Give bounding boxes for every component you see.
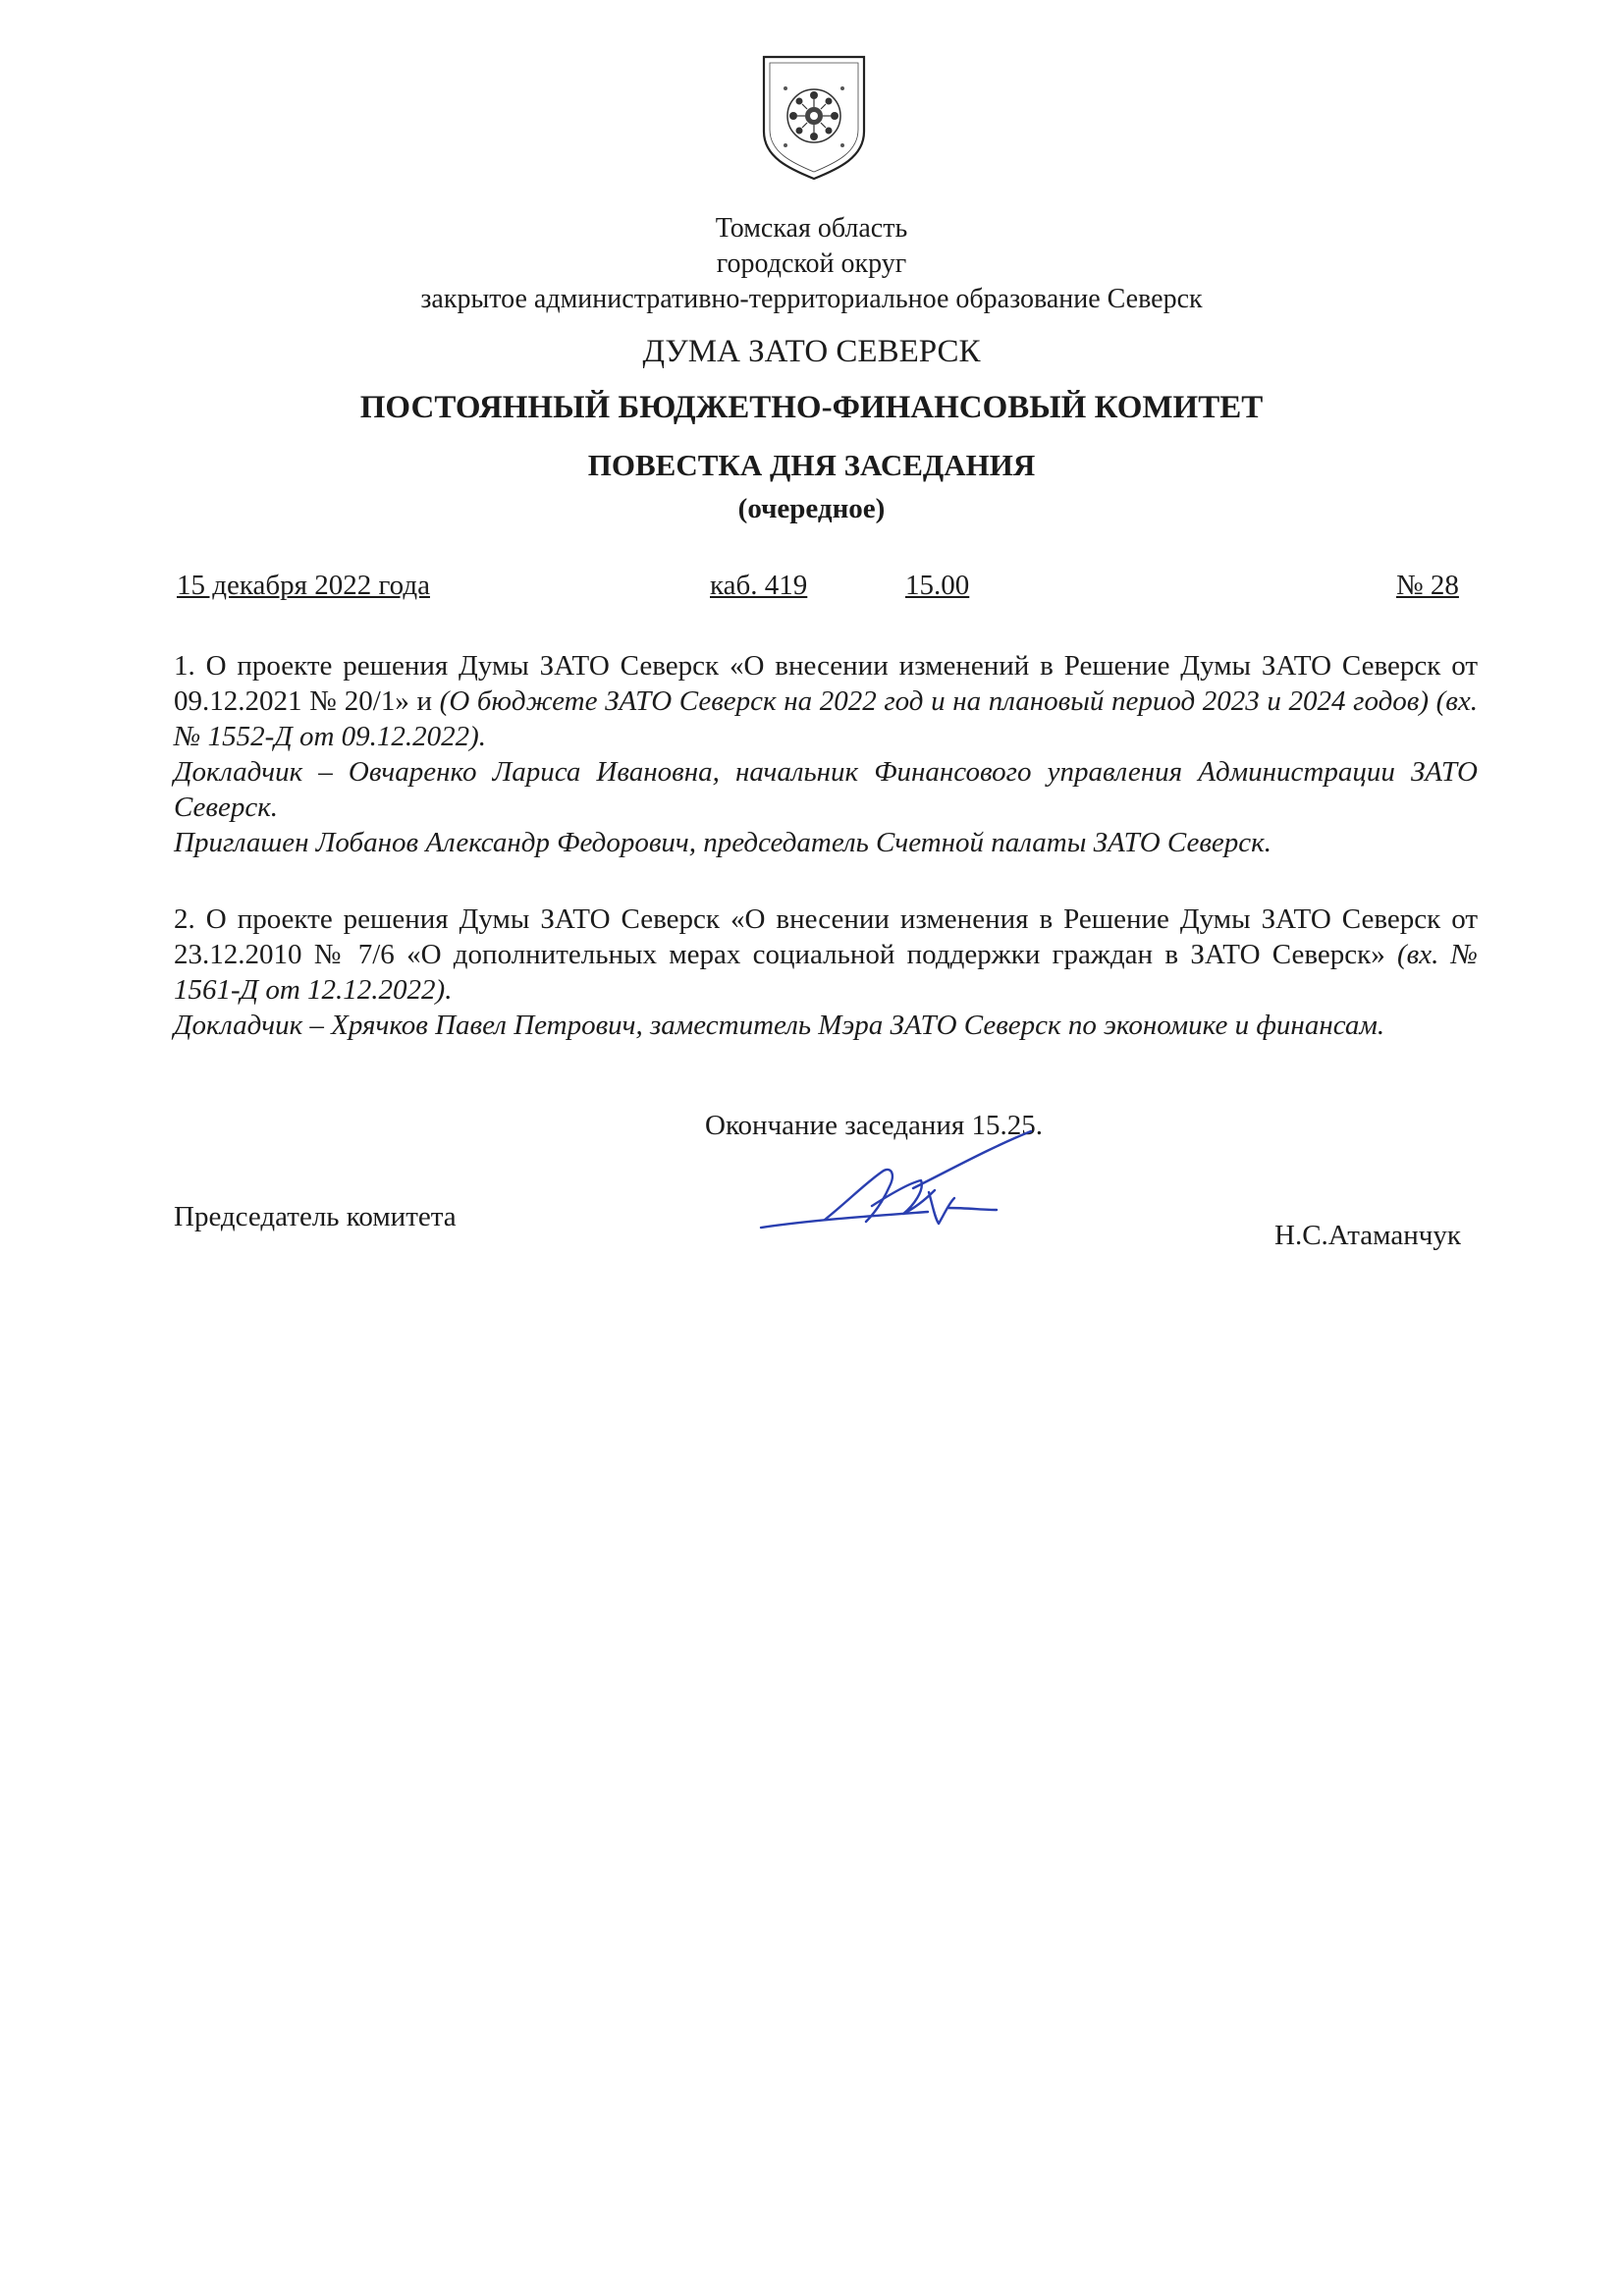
duma-title: ДУМА ЗАТО СЕВЕРСК xyxy=(642,334,981,369)
meeting-number: № 28 xyxy=(1396,570,1459,601)
meeting-time: 15.00 xyxy=(905,570,970,601)
agenda-item-speaker: Докладчик – Овчаренко Лариса Ивановна, начальник Финансового управления Администрации ЗАТО Северск. xyxy=(174,756,1478,823)
agenda-title: ПОВЕСТКА ДНЯ ЗАСЕДАНИЯ xyxy=(587,448,1036,482)
agenda-item xyxy=(174,648,1478,860)
signatory-name: Н.С.Атаманчук xyxy=(1274,1220,1461,1251)
region-line: Томская область xyxy=(715,213,908,244)
agenda-item-speaker: Докладчик – Хрячков Павел Петрович, заместитель Мэра ЗАТО Северск по экономике и финансам. xyxy=(174,1010,1385,1041)
meeting-date: 15 декабря 2022 года xyxy=(177,570,430,601)
agenda-item-text xyxy=(174,648,1478,754)
region-line: закрытое административно-территориальное образование Северск xyxy=(420,284,1203,314)
coat-of-arms-icon xyxy=(756,51,872,184)
meeting-room: каб. 419 xyxy=(710,570,808,601)
agenda-item-title: 1. О проекте решения Думы ЗАТО Северск «О внесении изменений в Решение Думы ЗАТО Северск от 09.12.2021 № 20/1» и xyxy=(174,650,1478,717)
committee-title: ПОСТОЯННЫЙ БЮДЖЕТНО-ФИНАНСОВЫЙ КОМИТЕТ xyxy=(359,390,1264,425)
agenda-item xyxy=(174,902,1478,1043)
handwritten-signature xyxy=(756,1129,1080,1237)
region-line: городской округ xyxy=(716,248,907,279)
agenda-item-text xyxy=(174,902,1478,1008)
agenda-item-invited: Приглашен Лобанов Александр Федорович, председатель Счетной палаты ЗАТО Северск. xyxy=(174,827,1271,858)
agenda-item-reference: (О бюджете ЗАТО Северск на 2022 год и на плановый период 2023 и 2024 годов) (вх. № 1552-Д от 09.12.2022). xyxy=(174,685,1479,752)
meeting-closing: Окончание заседания 15.25. xyxy=(705,1110,1043,1141)
agenda-item-reference: (вх. № 1561-Д от 12.12.2022). xyxy=(174,939,1478,1006)
agenda-kind: (очередное) xyxy=(737,493,886,524)
region-header xyxy=(0,211,1623,317)
agenda-item-title: 2. О проекте решения Думы ЗАТО Северск «О внесении изменения в Решение Думы ЗАТО Северск от 23.12.2010 № 7/6 «О дополнительных мерах социальной поддержки граждан в ЗАТО Северск» xyxy=(174,903,1478,970)
signatory-role: Председатель комитета xyxy=(174,1201,457,1232)
